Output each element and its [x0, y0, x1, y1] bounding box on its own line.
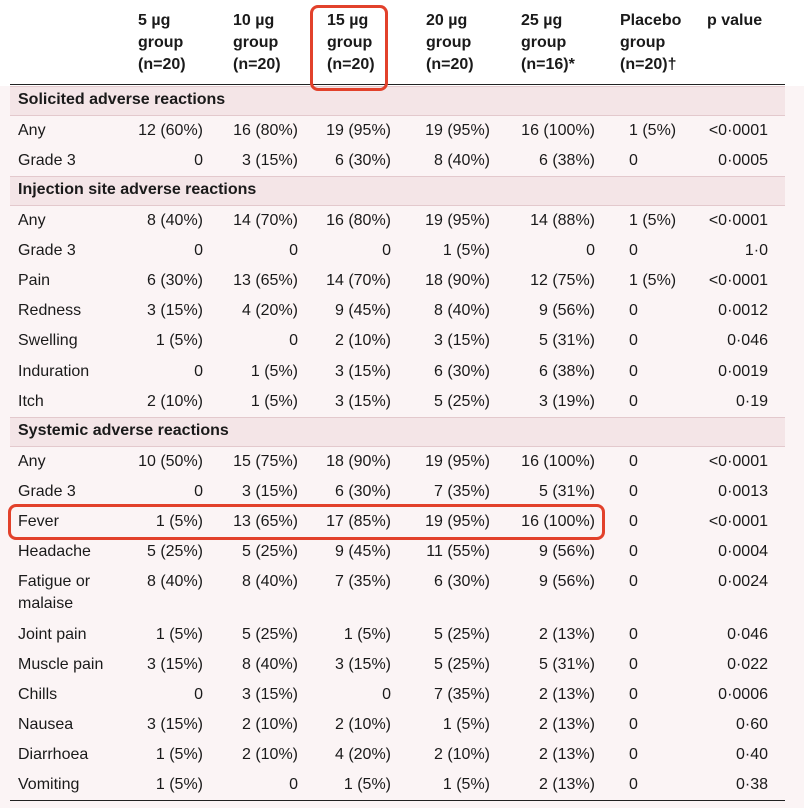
- cell-15ug: 0: [382, 686, 391, 703]
- cell-20ug: 11 (55%): [426, 543, 490, 560]
- cell-5ug: 0: [194, 483, 203, 500]
- cell-20ug: 1 (5%): [442, 716, 490, 733]
- section-header: [10, 417, 785, 447]
- cell-10ug: 8 (40%): [241, 656, 298, 673]
- cell-5ug: 1 (5%): [155, 626, 203, 643]
- column-header-line: (n=20): [426, 56, 474, 73]
- cell-placebo: 0: [629, 453, 638, 470]
- cell-25ug: 9 (56%): [538, 543, 595, 560]
- cell-15ug: 6 (30%): [334, 483, 391, 500]
- cell-10ug: 0: [289, 776, 298, 793]
- cell-5ug: 0: [194, 152, 203, 169]
- cell-20ug: 8 (40%): [433, 302, 490, 319]
- row-label: Vomiting: [18, 776, 80, 793]
- cell-15ug: 0: [382, 242, 391, 259]
- cell-5ug: 1 (5%): [155, 513, 203, 530]
- cell-p-value: 0·0012: [718, 302, 768, 319]
- cell-placebo: 0: [629, 686, 638, 703]
- cell-placebo: 0: [629, 746, 638, 763]
- cell-5ug: 1 (5%): [155, 776, 203, 793]
- cell-20ug: 7 (35%): [433, 686, 490, 703]
- cell-25ug: 12 (75%): [530, 272, 595, 289]
- cell-5ug: 0: [194, 363, 203, 380]
- cell-15ug: 14 (70%): [326, 272, 391, 289]
- cell-placebo: 1 (5%): [629, 272, 677, 289]
- column-header-line: 5 µg: [138, 12, 171, 29]
- cell-placebo: 0: [629, 363, 638, 380]
- cell-p-value: <0·0001: [708, 453, 768, 470]
- cell-15ug: 17 (85%): [326, 513, 391, 530]
- cell-5ug: 2 (10%): [146, 393, 203, 410]
- cell-25ug: 16 (100%): [521, 122, 595, 139]
- cell-5ug: 0: [194, 242, 203, 259]
- cell-25ug: 5 (31%): [538, 656, 595, 673]
- cell-p-value: 0·0024: [718, 573, 768, 590]
- cell-5ug: 12 (60%): [138, 122, 203, 139]
- cell-25ug: 2 (13%): [538, 746, 595, 763]
- column-header-line: group: [233, 34, 279, 51]
- row-label: Fever: [18, 513, 59, 530]
- row-label: Grade 3: [18, 483, 76, 500]
- cell-25ug: 5 (31%): [538, 483, 595, 500]
- table-header: [0, 0, 804, 86]
- cell-p-value: 0·40: [735, 746, 768, 763]
- row-label: Joint pain: [18, 626, 87, 643]
- cell-5ug: 3 (15%): [146, 302, 203, 319]
- cell-p-value: 0·046: [727, 626, 768, 643]
- cell-20ug: 7 (35%): [433, 483, 490, 500]
- cell-20ug: 19 (95%): [425, 513, 490, 530]
- cell-20ug: 1 (5%): [442, 776, 490, 793]
- cell-placebo: 0: [629, 543, 638, 560]
- cell-20ug: 2 (10%): [433, 746, 490, 763]
- cell-5ug: 6 (30%): [146, 272, 203, 289]
- cell-p-value: 0·0004: [718, 543, 768, 560]
- row-label: Muscle pain: [18, 656, 104, 673]
- cell-5ug: 5 (25%): [146, 543, 203, 560]
- cell-5ug: 8 (40%): [146, 212, 203, 229]
- cell-20ug: 5 (25%): [433, 393, 490, 410]
- cell-p-value: 0·0013: [718, 483, 768, 500]
- row-label: Induration: [18, 363, 90, 380]
- cell-20ug: 6 (30%): [433, 573, 490, 590]
- cell-p-value: 0·60: [735, 716, 768, 733]
- cell-15ug: 9 (45%): [334, 302, 391, 319]
- cell-10ug: 13 (65%): [233, 513, 298, 530]
- cell-10ug: 14 (70%): [233, 212, 298, 229]
- cell-5ug: 3 (15%): [146, 656, 203, 673]
- cell-p-value: 0·0006: [718, 686, 768, 703]
- cell-10ug: 8 (40%): [241, 573, 298, 590]
- cell-placebo: 0: [629, 573, 638, 590]
- cell-placebo: 0: [629, 483, 638, 500]
- cell-placebo: 0: [629, 332, 638, 349]
- cell-10ug: 0: [289, 332, 298, 349]
- cell-25ug: 6 (38%): [538, 152, 595, 169]
- row-label: Nausea: [18, 716, 74, 733]
- row-label: Pain: [18, 272, 51, 289]
- cell-15ug: 16 (80%): [326, 212, 391, 229]
- section-title: Injection site adverse reactions: [18, 181, 257, 198]
- column-header-line: p value: [707, 12, 763, 29]
- column-header-10ug: [233, 10, 281, 76]
- cell-20ug: 1 (5%): [442, 242, 490, 259]
- cell-10ug: 3 (15%): [241, 152, 298, 169]
- cell-25ug: 2 (13%): [538, 686, 595, 703]
- column-header-line: 20 µg: [426, 12, 468, 29]
- row-label: Any: [18, 122, 46, 139]
- cell-p-value: 1·0: [744, 242, 768, 259]
- cell-placebo: 0: [629, 656, 638, 673]
- cell-15ug: 3 (15%): [334, 393, 391, 410]
- column-header-line: Placebo: [620, 12, 682, 29]
- cell-20ug: 19 (95%): [425, 212, 490, 229]
- column-header-25ug: [521, 10, 575, 76]
- cell-placebo: 0: [629, 626, 638, 643]
- cell-25ug: 16 (100%): [521, 513, 595, 530]
- cell-15ug: 4 (20%): [334, 746, 391, 763]
- cell-p-value: <0·0001: [708, 212, 768, 229]
- cell-15ug: 18 (90%): [326, 453, 391, 470]
- cell-25ug: 2 (13%): [538, 716, 595, 733]
- row-label: Redness: [18, 302, 82, 319]
- column-header-line: group: [620, 34, 666, 51]
- column-header-line: group: [327, 34, 373, 51]
- cell-20ug: 6 (30%): [433, 363, 490, 380]
- cell-20ug: 5 (25%): [433, 656, 490, 673]
- column-header-line: (n=20): [138, 56, 186, 73]
- row-label: Headache: [18, 543, 91, 560]
- highlight-15ug-column-header: [310, 5, 388, 91]
- cell-10ug: 3 (15%): [241, 483, 298, 500]
- cell-25ug: 2 (13%): [538, 776, 595, 793]
- cell-25ug: 9 (56%): [538, 302, 595, 319]
- section-title: Solicited adverse reactions: [18, 91, 226, 108]
- section-header: [10, 86, 785, 116]
- cell-15ug: 3 (15%): [334, 363, 391, 380]
- cell-10ug: 2 (10%): [241, 716, 298, 733]
- column-header-line: (n=16)*: [521, 56, 575, 73]
- cell-placebo: 0: [629, 242, 638, 259]
- cell-5ug: 1 (5%): [155, 332, 203, 349]
- column-header-line: 25 µg: [521, 12, 563, 29]
- cell-placebo: 0: [629, 152, 638, 169]
- cell-placebo: 1 (5%): [629, 212, 677, 229]
- cell-placebo: 0: [629, 513, 638, 530]
- cell-5ug: 10 (50%): [138, 453, 203, 470]
- row-label: Grade 3: [18, 242, 76, 259]
- cell-p-value: 0·046: [727, 332, 768, 349]
- cell-5ug: 8 (40%): [146, 573, 203, 590]
- cell-20ug: 8 (40%): [433, 152, 490, 169]
- cell-5ug: 0: [194, 686, 203, 703]
- column-header-p-value: [707, 10, 762, 32]
- cell-10ug: 5 (25%): [241, 626, 298, 643]
- highlight-fever-row: [8, 504, 605, 540]
- row-label: Chills: [18, 686, 58, 703]
- cell-5ug: 3 (15%): [146, 716, 203, 733]
- column-header-5ug: [138, 10, 186, 76]
- column-header-20ug: [426, 10, 474, 76]
- cell-25ug: 2 (13%): [538, 626, 595, 643]
- cell-placebo: 0: [629, 302, 638, 319]
- cell-15ug: 1 (5%): [343, 776, 391, 793]
- header-divider: [10, 84, 785, 85]
- column-header-line: group: [521, 34, 567, 51]
- cell-10ug: 1 (5%): [250, 363, 298, 380]
- cell-15ug: 6 (30%): [334, 152, 391, 169]
- cell-15ug: 9 (45%): [334, 543, 391, 560]
- cell-p-value: 0·0019: [718, 363, 768, 380]
- cell-20ug: 18 (90%): [425, 272, 490, 289]
- row-label: Itch: [18, 393, 44, 410]
- column-header-line: 10 µg: [233, 12, 275, 29]
- cell-10ug: 4 (20%): [241, 302, 298, 319]
- row-label: Fatigue or malaise: [18, 573, 91, 612]
- column-header-line: 15 µg: [327, 12, 369, 29]
- cell-10ug: 0: [289, 242, 298, 259]
- cell-10ug: 16 (80%): [233, 122, 298, 139]
- cell-p-value: 0·022: [727, 656, 768, 673]
- cell-10ug: 2 (10%): [241, 746, 298, 763]
- cell-25ug: 6 (38%): [538, 363, 595, 380]
- cell-placebo: 1 (5%): [629, 122, 677, 139]
- cell-10ug: 3 (15%): [241, 686, 298, 703]
- row-label: Any: [18, 212, 46, 229]
- cell-p-value: <0·0001: [708, 513, 768, 530]
- column-header-line: (n=20): [327, 56, 375, 73]
- cell-placebo: 0: [629, 393, 638, 410]
- cell-20ug: 19 (95%): [425, 122, 490, 139]
- cell-p-value: <0·0001: [708, 122, 768, 139]
- column-header-line: group: [138, 34, 184, 51]
- cell-p-value: 0·0005: [718, 152, 768, 169]
- cell-20ug: 3 (15%): [433, 332, 490, 349]
- cell-p-value: <0·0001: [708, 272, 768, 289]
- row-label: Grade 3: [18, 152, 76, 169]
- cell-25ug: 14 (88%): [530, 212, 595, 229]
- cell-15ug: 2 (10%): [334, 716, 391, 733]
- column-header-placebo: [620, 10, 681, 76]
- cell-10ug: 13 (65%): [233, 272, 298, 289]
- column-header-line: group: [426, 34, 472, 51]
- cell-20ug: 5 (25%): [433, 626, 490, 643]
- cell-p-value: 0·19: [735, 393, 768, 410]
- cell-25ug: 0: [586, 242, 595, 259]
- row-label: Any: [18, 453, 46, 470]
- column-header-line: (n=20)†: [620, 56, 677, 73]
- column-header-line: (n=20): [233, 56, 281, 73]
- cell-10ug: 15 (75%): [233, 453, 298, 470]
- cell-25ug: 9 (56%): [538, 573, 595, 590]
- section-header: [10, 176, 785, 206]
- cell-25ug: 3 (19%): [538, 393, 595, 410]
- cell-5ug: 1 (5%): [155, 746, 203, 763]
- cell-10ug: 5 (25%): [241, 543, 298, 560]
- cell-25ug: 16 (100%): [521, 453, 595, 470]
- cell-25ug: 5 (31%): [538, 332, 595, 349]
- cell-15ug: 19 (95%): [326, 122, 391, 139]
- cell-15ug: 7 (35%): [334, 573, 391, 590]
- cell-p-value: 0·38: [735, 776, 768, 793]
- section-title: Systemic adverse reactions: [18, 422, 229, 439]
- table-bottom-rule: [10, 800, 785, 801]
- cell-placebo: 0: [629, 776, 638, 793]
- cell-15ug: 2 (10%): [334, 332, 391, 349]
- cell-10ug: 1 (5%): [250, 393, 298, 410]
- row-label: Swelling: [18, 332, 78, 349]
- cell-15ug: 3 (15%): [334, 656, 391, 673]
- cell-placebo: 0: [629, 716, 638, 733]
- cell-20ug: 19 (95%): [425, 453, 490, 470]
- cell-15ug: 1 (5%): [343, 626, 391, 643]
- row-label: Diarrhoea: [18, 746, 89, 763]
